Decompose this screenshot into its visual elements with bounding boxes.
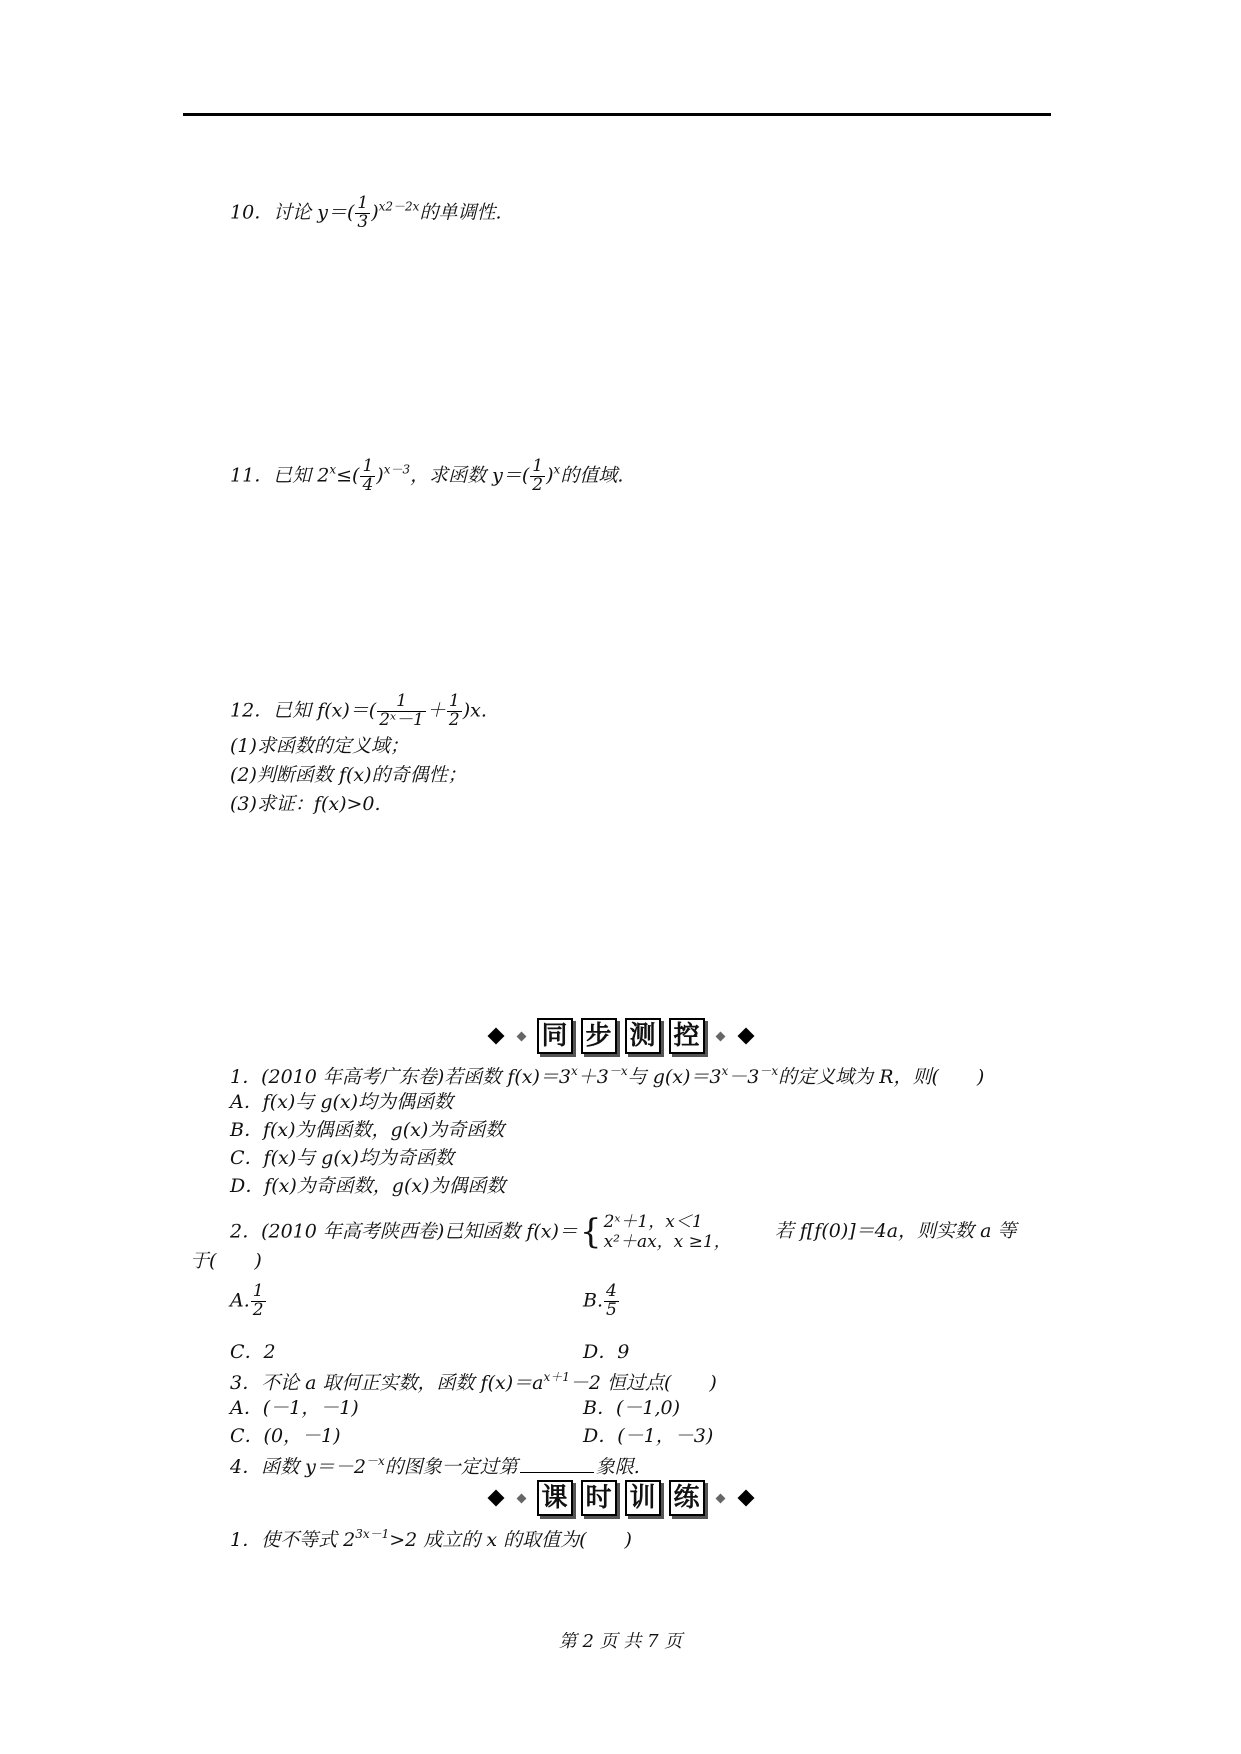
banner-char: 测 xyxy=(625,1018,661,1054)
sync-question-2: 2．(2010 年高考陕西卷)已知函数 f(x)＝{ 2ˣ＋1，x＜1 x²＋ax，x ≥1， 若 f[f(0)]＝4a，则实数 a 等 xyxy=(230,1212,1017,1253)
banner-char: 课 xyxy=(537,1480,573,1516)
page-footer: 第 2 页 共 7 页 xyxy=(558,1631,683,1652)
banner-char: 时 xyxy=(581,1480,617,1516)
diamond-icon xyxy=(516,1031,526,1041)
question-12-part-1: (1)求函数的定义域； xyxy=(230,735,409,757)
banner-char: 步 xyxy=(581,1018,617,1054)
sync-question-1: 1．(2010 年高考广东卷)若函数 $f(x)=3^x+3^{-x}$与 $g(x)=3^x-3^{-x}$的定义域为 R，则( ) xyxy=(230,1064,985,1088)
diamond-icon xyxy=(737,1028,754,1045)
section-banner-sync xyxy=(0,1018,1241,1054)
sync-q3-option-c: C．(0，－1) xyxy=(230,1425,341,1447)
sync-q1-option-d: D．f(x)为奇函数，g(x)为偶函数 xyxy=(230,1175,506,1197)
sync-q3-option-d: D．(－1，－3) xyxy=(583,1425,714,1447)
diamond-icon xyxy=(737,1490,754,1507)
fraction: $\frac{1}{3}$ xyxy=(357,193,369,232)
sync-q2-option-b: B. $\frac{4}{5}$ xyxy=(583,1281,617,1320)
sync-q2-option-d: D．9 xyxy=(583,1341,630,1363)
diamond-icon xyxy=(487,1490,504,1507)
question-10: 10．讨论 y＝( $\frac{1}{3}$ )$^{x2-2x}$的单调性. xyxy=(230,193,502,232)
question-11: 11．已知 $2^x\le$( $\frac{1}{4}$ )$^{x-3}$，求函数 y＝( $\frac{1}{2}$ )$^x$的值域. xyxy=(230,456,624,495)
question-12: 12．已知 f(x)＝( $\frac{1}{\text{2ˣ－1}}$ ＋ $\frac{1}{2}$ )x. xyxy=(230,691,487,730)
sync-question-4: 4．函数 $y=-2^{-x}$的图象一定过第 象限. xyxy=(230,1454,640,1478)
banner-char: 控 xyxy=(669,1018,705,1054)
header-rule xyxy=(183,113,1051,116)
sync-q3-option-a: A．(－1，－1) xyxy=(230,1397,359,1419)
piecewise: { xyxy=(579,1212,602,1252)
section-banner-training xyxy=(0,1480,1241,1516)
question-12-part-3: (3)求证：f(x)>0. xyxy=(230,793,381,815)
sync-q1-option-a: A．f(x)与 g(x)均为偶函数 xyxy=(230,1091,454,1113)
diamond-icon xyxy=(516,1493,526,1503)
diamond-icon xyxy=(715,1493,725,1503)
diamond-icon xyxy=(487,1028,504,1045)
training-question-1: 1．使不等式 $2^{3x-1}>2$ 成立的 x 的取值为( ) xyxy=(230,1527,632,1551)
banner-char: 练 xyxy=(669,1480,705,1516)
sync-q2-option-c: C．2 xyxy=(230,1341,276,1363)
answer-blank xyxy=(520,1472,594,1473)
fraction: $\frac{1}{2}$ xyxy=(532,456,544,495)
banner-char: 训 xyxy=(625,1480,661,1516)
sync-q2-option-a: A. $\frac{1}{2}$ xyxy=(230,1281,264,1320)
diamond-icon xyxy=(715,1031,725,1041)
sync-q2-continued: 于( ) xyxy=(190,1250,262,1272)
fraction: $\frac{1}{4}$ xyxy=(362,456,374,495)
fraction: $\frac{1}{\text{2ˣ－1}}$ xyxy=(379,691,424,730)
sync-q3-option-b: B．(－1,0) xyxy=(583,1397,681,1419)
banner-char: 同 xyxy=(537,1018,573,1054)
sync-q1-option-c: C．f(x)与 g(x)均为奇函数 xyxy=(230,1147,454,1169)
question-12-part-2: (2)判断函数 f(x)的奇偶性； xyxy=(230,764,467,786)
sync-q1-option-b: B．f(x)为偶函数，g(x)为奇函数 xyxy=(230,1119,505,1141)
sync-question-3: 3．不论 a 取何正实数，函数 $f(x)=a^{x+1}-2$ 恒过点( ) xyxy=(230,1370,717,1394)
fraction: $\frac{1}{2}$ xyxy=(448,691,460,730)
